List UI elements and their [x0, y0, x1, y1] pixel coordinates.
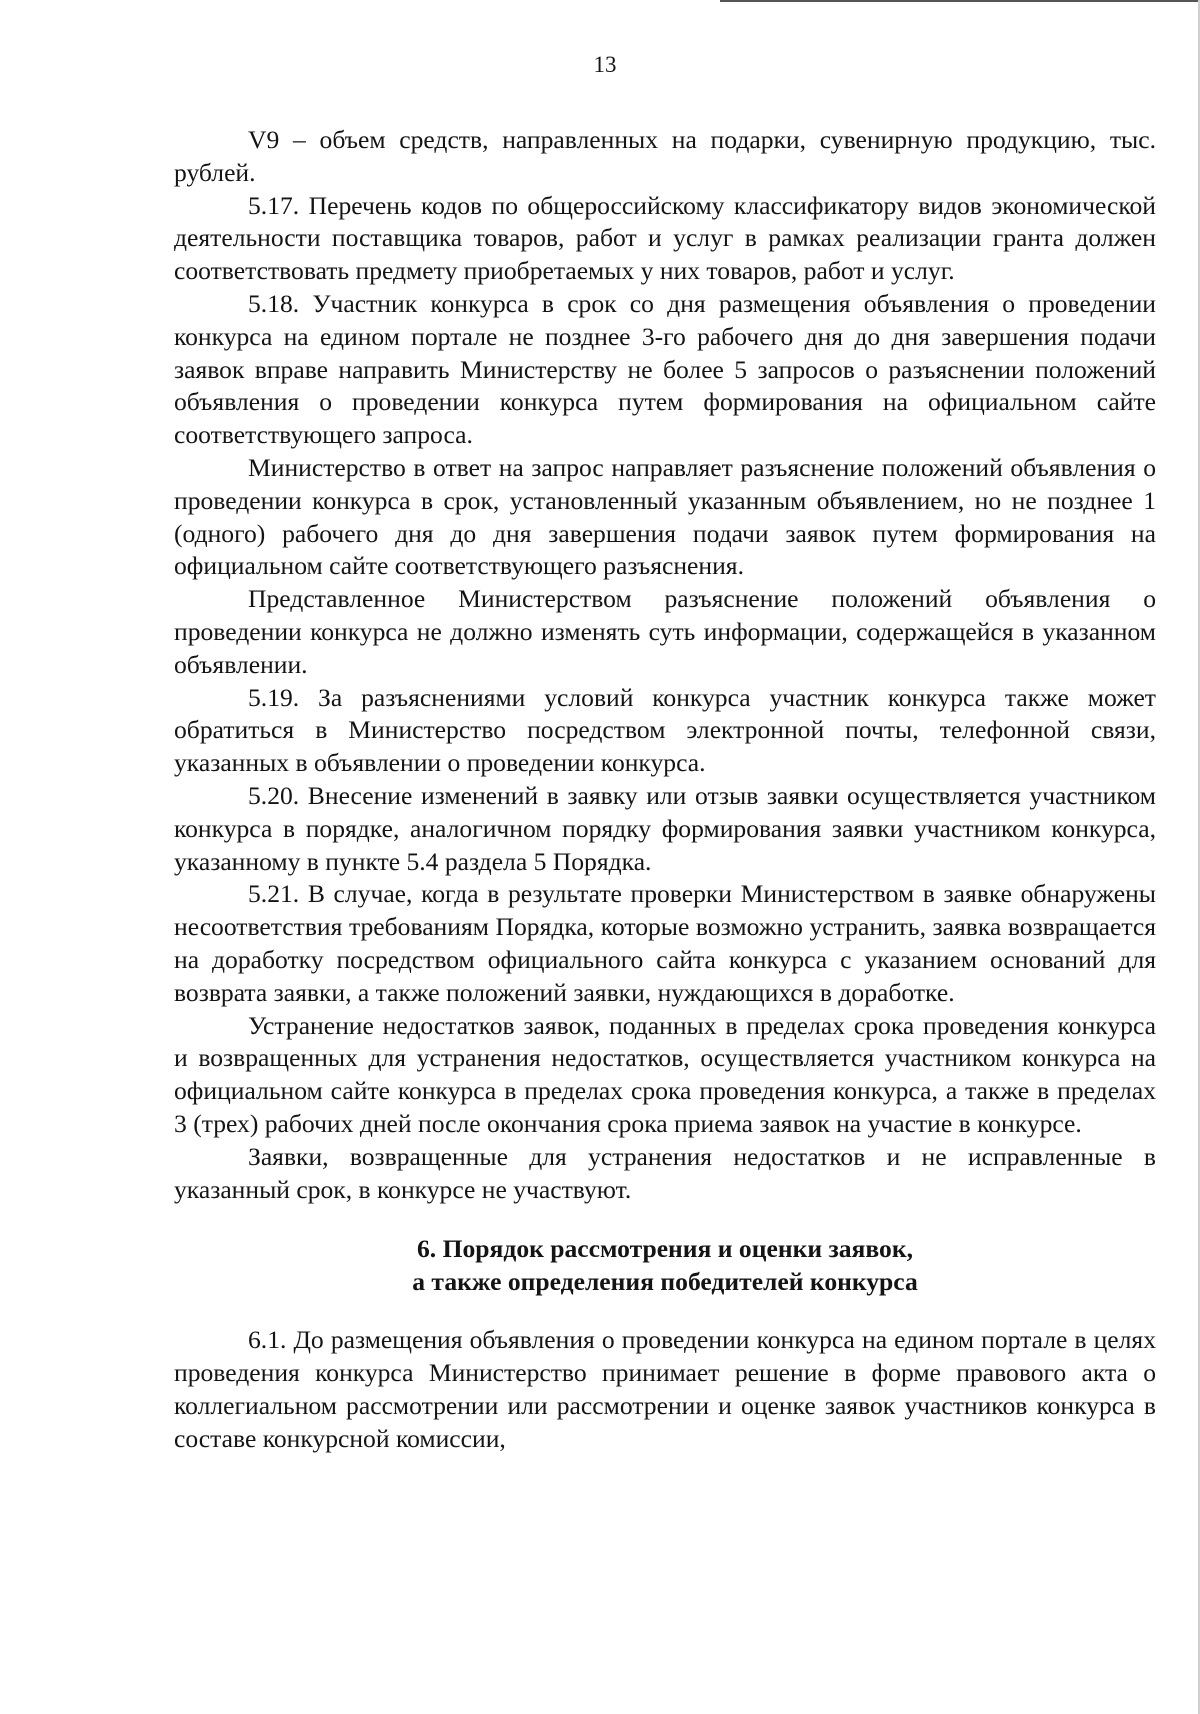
paragraph-uncorrected-applications: Заявки, возвращенные для устранения недостатков и не исправленные в указанный срок, в конкурсе не участвуют.: [174, 1141, 1156, 1204]
paragraph-v9: V9 – объем средств, направленных на подарки, сувенирную продукцию, тыс. рублей.: [174, 125, 1156, 187]
scan-top-edge: [720, 0, 1200, 2]
paragraph-ministry-response: Министерство в ответ на запрос направляет разъяснение положений объявления о проведении конкурса в срок, установленный указанным объявлением, но не позднее 1 (одного) рабочего дня до дня завершения подачи заявок путем формирования на официальном сайте соответствующего разъяснения.: [174, 452, 1156, 581]
section-heading-line-1: 6. Порядок рассмотрения и оценки заявок,: [417, 1234, 913, 1264]
section-6-heading: [174, 1232, 1156, 1298]
paragraph-5-21: 5.21. В случае, когда в результате проверки Министерством в заявке обнаружены несоответствия требованиям Порядка, которые возможно устранить, заявка возвращается на доработку посредством официального сайта конкурса с указанием оснований для возврата заявки, а также положений заявки, нуждающихся в доработке.: [174, 879, 1156, 1007]
paragraph-5-20: 5.20. Внесение изменений в заявку или отзыв заявки осуществляется участником конкурса в порядке, аналогичном порядку формирования заявки участником конкурса, указанному в пункте 5.4 раздела 5 Порядка.: [174, 780, 1156, 876]
paragraph-6-1: 6.1. До размещения объявления о проведении конкурса на едином портале в целях проведения конкурса Министерство принимает решение в форме правового акта о коллегиальном рассмотрении или рассмотрении и оценке заявок участников конкурса в составе конкурсной комиссии,: [174, 1325, 1156, 1453]
paragraph-deficiency-correction: Устранение недостатков заявок, поданных в пределах срока проведения конкурса и возвращенных для устранения недостатков, осуществляется участником конкурса на официальном сайте конкурса в пределах срока проведения конкурса, а также в пределах 3 (трех) рабочих дней после окончания срока приема заявок на участие в конкурсе.: [174, 1010, 1156, 1138]
paragraph-5-19: 5.19. За разъяснениями условий конкурса участник конкурса также может обратиться в Министерство посредством электронной почты, телефонной связи, указанных в объявлении о проведении конкурса.: [174, 682, 1156, 778]
page-number: 13: [593, 52, 617, 77]
paragraph-5-17: 5.17. Перечень кодов по общероссийскому классификатору видов экономической деятельности поставщика товаров, работ и услуг в рамках реализации гранта должен соответствовать предмету приобретаемых у них товаров, работ и услуг.: [174, 190, 1156, 286]
paragraph-5-18: 5.18. Участник конкурса в срок со дня размещения объявления о проведении конкурса на едином портале не позднее 3-го рабочего дня до дня завершения подачи заявок вправе направить Министерству не более 5 запросов о разъяснении положений объявления о проведении конкурса путем формирования на официальном сайте соответствующего запроса.: [174, 288, 1156, 450]
paragraph-clarification-scope: Представленное Министерством разъяснение положений объявления о проведении конкурса не должно изменять суть информации, содержащейся в указанном объявлении.: [174, 584, 1156, 679]
section-heading-line-2: а также определения победителей конкурса: [412, 1267, 918, 1297]
document-body: [174, 124, 1156, 1455]
